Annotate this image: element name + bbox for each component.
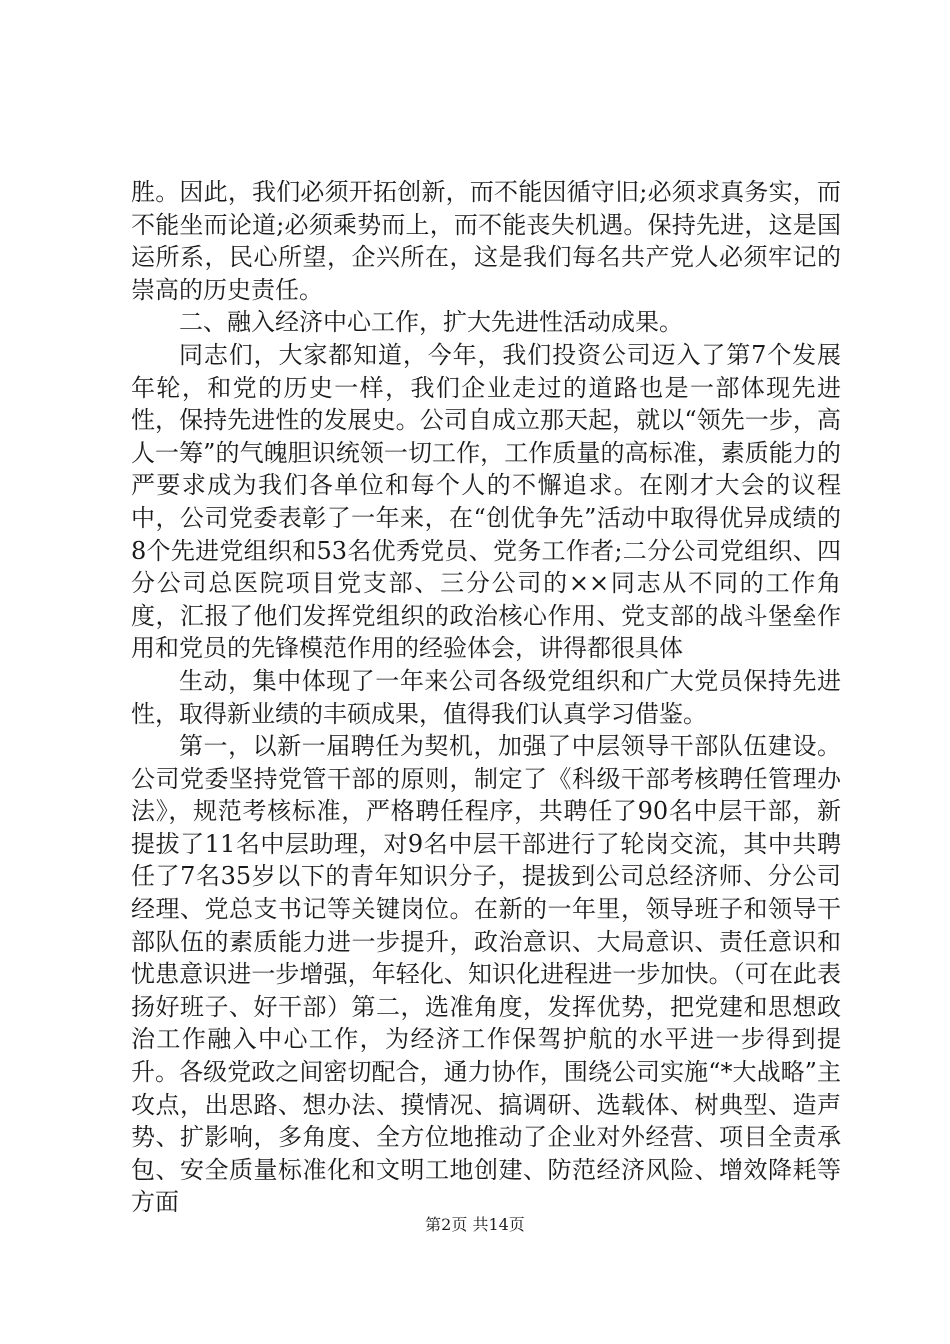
document-body <box>131 176 841 1219</box>
paragraph: 第一，以新一届聘任为契机，加强了中层领导干部队伍建设。公司党委坚持党管干部的原则，制定了《科级干部考核聘任管理办法》，规范考核标准，严格聘任程序，共聘任了90名中层干部，新提拔了11名中层助理，对9名中层干部进行了轮岗交流，其中共聘任了7名35岁以下的青年知识分子，提拔到公司总经济师、分公司经理、党总支书记等关键岗位。在新的一年里，领导班子和领导干部队伍的素质能力进一步提升，政治意识、大局意识、责任意识和忧患意识进一步增强，年轻化、知识化进程进一步加快。（可在此表扬好班子、好干部）第二，选准角度，发挥优势，把党建和思想政治工作融入中心工作，为经济工作保驾护航的水平进一步得到提升。各级党政之间密切配合，通力协作，围绕公司实施“*大战略”主攻点，出思路、想办法、摸情况、搞调研、选载体、树典型、造声势、扩影响，多角度、全方位地推动了企业对外经营、项目全责承包、安全质量标准化和文明工地创建、防范经济风险、增效降耗等方面 <box>131 732 841 1217</box>
paragraph: 生动，集中体现了一年来公司各级党组织和广大党员保持先进性，取得新业绩的丰硕成果，值得我们认真学习借鉴。 <box>131 666 841 728</box>
paragraph: 胜。因此，我们必须开拓创新，而不能因循守旧;必须求真务实，而不能坐而论道;必须乘势而上，而不能丧失机遇。保持先进，这是国运所系，民心所望，企兴所在，这是我们每名共产党人必须牢记的崇高的历史责任。 <box>131 178 841 304</box>
paragraph: 同志们，大家都知道，今年，我们投资公司迈入了第7个发展年轮，和党的历史一样，我们企业走过的道路也是一部体现先进性，保持先进性的发展史。公司自成立那天起，就以“领先一步，高人一筹”的气魄胆识统领一切工作，工作质量的高标准，素质能力的严要求成为我们各单位和每个人的不懈追求。在刚才大会的议程中，公司党委表彰了一年来，在“创优争先”活动中取得优异成绩的8个先进党组织和53名优秀党员、党务工作者;二分公司党组织、四分公司总医院项目党支部、三分公司的××同志从不同的工作角度，汇报了他们发挥党组织的政治核心作用、党支部的战斗堡垒作用和党员的先锋模范作用的经验体会，讲得都很具体 <box>131 340 841 663</box>
section-heading: 二、融入经济中心工作，扩大先进性活动成果。 <box>179 308 683 337</box>
page-footer: 第2页 共14页 <box>425 1215 525 1234</box>
